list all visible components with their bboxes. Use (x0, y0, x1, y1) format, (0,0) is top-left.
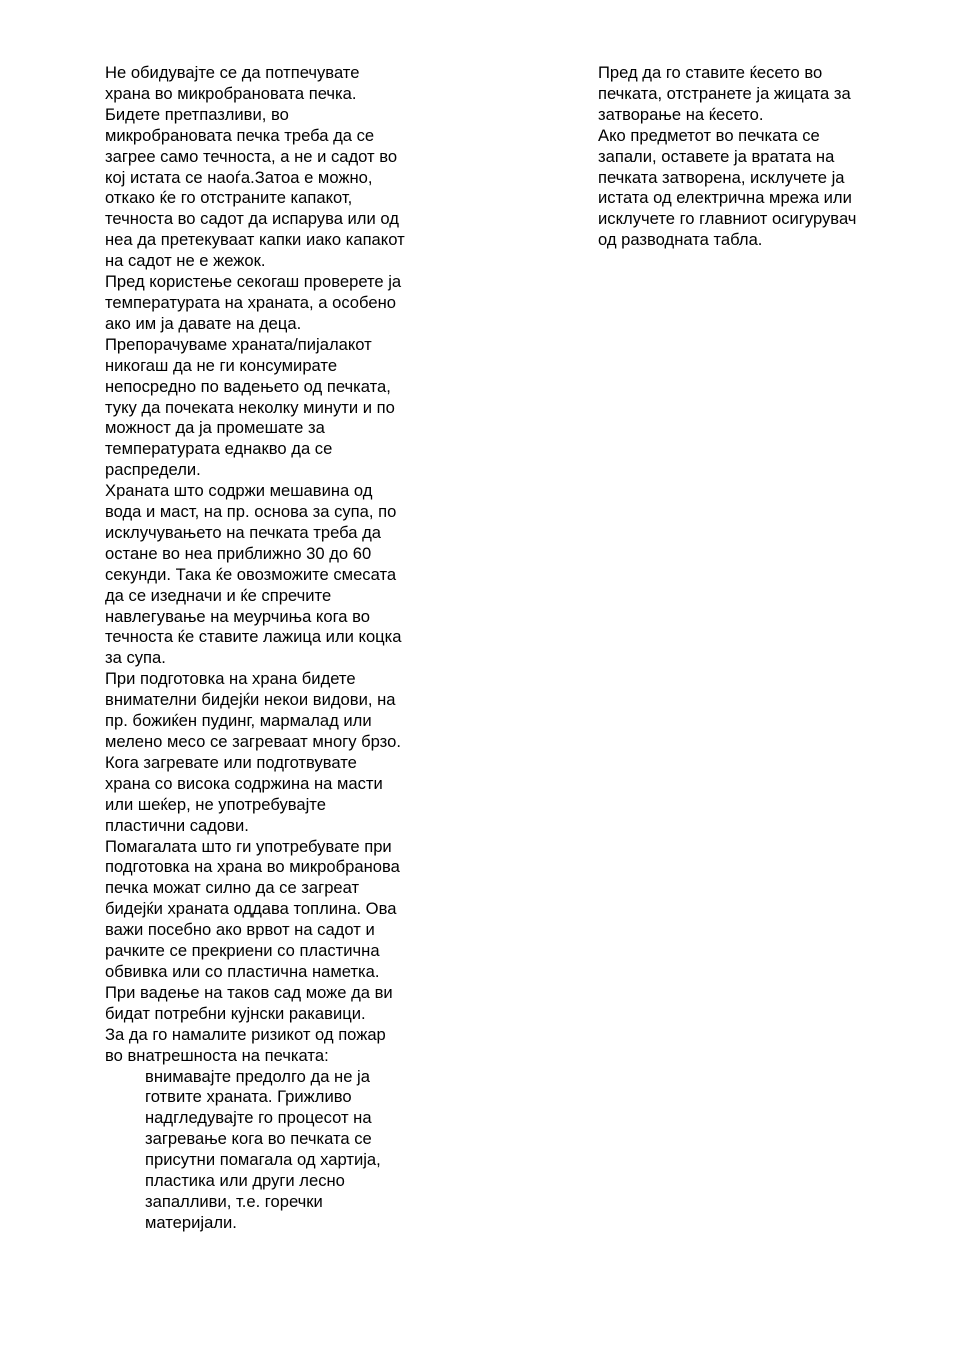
paragraph-remove-bag-wire: Пред да го ставите ќесето во печката, отстранете ја жицата за затворање на ќесето. (598, 63, 851, 124)
paragraph-no-plastic-containers: Кога загревате или подготвувате храна со висока содржина на масти или шеќер, не употребувајте пластични садови. (105, 752, 383, 835)
paragraph-fire-risk-item: внимавајте предолго да не ја готвите храната. Грижливо надгледувајте го процесот на загревање кога во печката се присутни помагала од хартија, пластика или други лесно запалливи, т.е. горечки материјали. (145, 1066, 381, 1232)
right-column (598, 63, 898, 251)
paragraph-liquid-heating-caution: Бидете претпазливи, во микробрановата печка треба да се загрее само течноста, а не и садот во кој истата се наоѓа.Затоа е можно, откако ќе го отстраните капакот, течноста во садот да испарува или од неа да претекуваат капки иако капакот на садот не е жежок. (105, 104, 405, 271)
paragraph-no-browning: Не обидувајте се да потпечувате храна во микробрановата печка. (105, 63, 360, 103)
paragraph-fire-in-oven: Ако предметот во печката се запали, оставете ја вратата на печката затворена, исклучете ја истата од електрична мрежа или исклучете го главниот осигурувач од разводната табла. (598, 125, 857, 250)
paragraph-water-fat-mixture: Храната што содржи мешавина од вода и маст, на пр. основа за супа, по исклучувањето на печката треба да остане во неа приближно 30 до 60 секунди. Така ќе овозможите смесата да се изедначи и ќе спречите навлегување на меурчиња кога во течноста ќе ставите лажица или коцка за супа. (105, 481, 402, 668)
paragraph-fire-risk-intro: За да го намалите ризикот од пожар во внатрешноста на печката: (105, 1024, 386, 1065)
paragraph-fast-heating-foods: При подготовка на храна бидете внимателни бидејќи некои видови, на пр. божиќен пудинг, мармалад или мелено месо се загреваат многу брзо. (105, 669, 401, 751)
paragraph-wait-before-consuming: Препорачуваме храната/пијалакот никогаш да не ги консумирате непосредно по вадењето од печката, туку да почеката неколку минути и по можност да ја промешате за температурата еднакво да се распредели. (105, 334, 395, 480)
paragraph-hot-utensils: Помагалата што ги употребувате при подготовка на храна во микробранова печка можат силно да се загреат бидејќи храната оддава топлина. Ова важи посебно ако врвот на садот и рачките се прекриени со пластична обвивка или со пластична наметка. При вадење на таков сад може да ви бидат потребни кујнски ракавици. (105, 836, 400, 1023)
left-column (105, 63, 445, 1234)
paragraph-check-temperature: Пред користење секогаш проверете ја температурата на храната, а особено ако им ја давате на деца. (105, 272, 402, 333)
